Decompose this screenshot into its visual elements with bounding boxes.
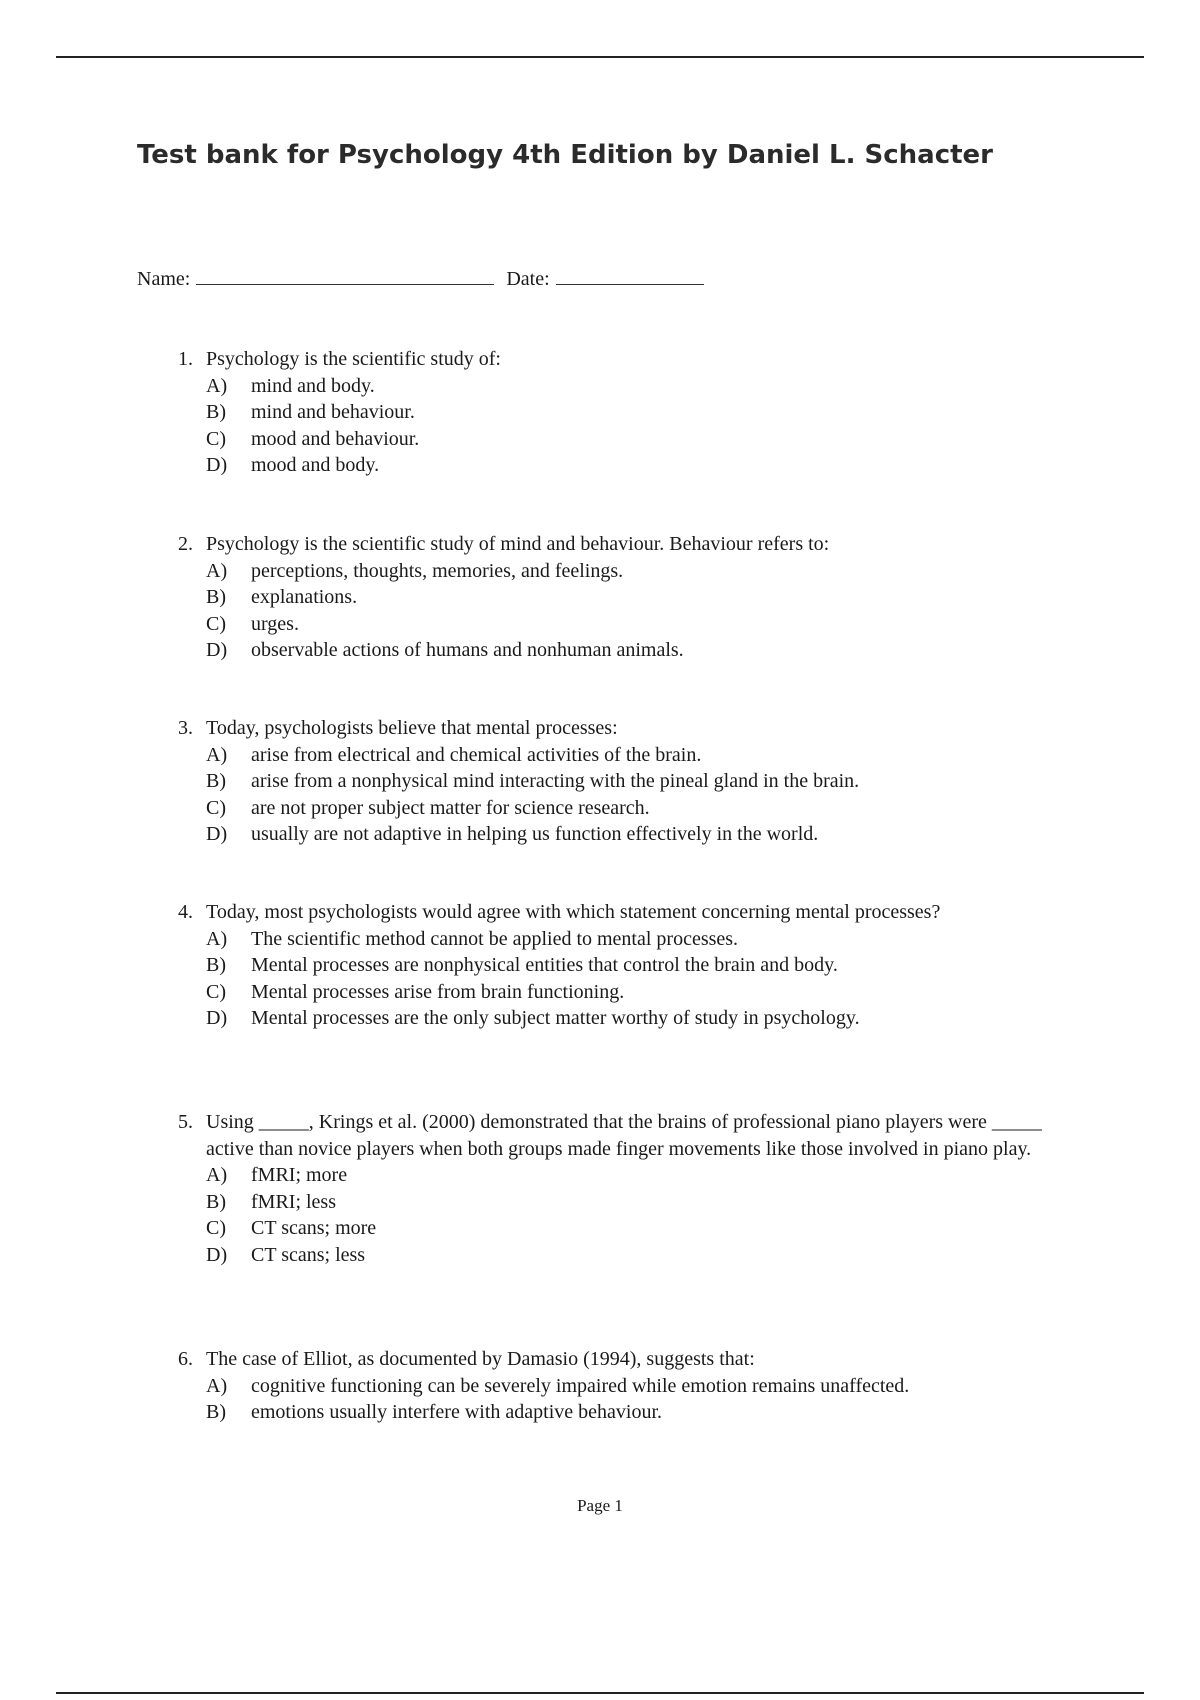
option-text: CT scans; less <box>251 1243 366 1266</box>
answer-option <box>178 926 1058 953</box>
option-text: Mental processes are the only subject matter worthy of study in psychology. <box>251 1007 860 1029</box>
option-text: emotions usually interfere with adaptive behaviour. <box>251 1401 662 1423</box>
answer-option <box>178 768 1058 795</box>
question-1 <box>178 346 1058 479</box>
question-text: Today, psychologists believe that mental processes: <box>206 717 618 739</box>
option-letter: D) <box>206 454 228 476</box>
answer-option <box>178 1242 1058 1269</box>
option-letter: C) <box>206 427 226 450</box>
option-text: are not proper subject matter for science research. <box>251 796 650 819</box>
question-text: Psychology is the scientific study of: <box>206 348 501 370</box>
option-letter: A) <box>206 927 228 950</box>
question-4 <box>178 899 1058 1032</box>
option-text: fMRI; more <box>251 1164 348 1186</box>
option-text: Mental processes are nonphysical entities that control the brain and body. <box>251 954 838 976</box>
question-3 <box>178 715 1058 848</box>
option-text: mood and body. <box>251 454 380 476</box>
option-text: Mental processes arise from brain functioning. <box>251 980 625 1003</box>
date-label: Date: <box>506 268 550 290</box>
answer-option <box>178 373 1058 400</box>
option-text: explanations. <box>251 586 358 608</box>
option-text: mind and body. <box>251 374 375 397</box>
answer-option <box>178 1162 1058 1189</box>
name-date-line <box>137 266 704 291</box>
option-letter: C) <box>206 612 226 635</box>
option-letter: C) <box>206 1217 226 1239</box>
bottom-rule <box>56 1692 1144 1694</box>
question-2 <box>178 531 1058 664</box>
option-letter: D) <box>206 823 228 845</box>
name-blank <box>196 266 494 285</box>
question-number: 5. <box>178 1111 193 1133</box>
option-letter: B) <box>206 954 226 976</box>
option-letter: C) <box>206 980 226 1003</box>
answer-option <box>178 795 1058 822</box>
option-letter: B) <box>206 770 226 792</box>
answer-option <box>178 584 1058 611</box>
option-text: observable actions of humans and nonhuman animals. <box>251 639 684 661</box>
answer-option <box>178 558 1058 585</box>
option-letter: B) <box>206 1401 226 1423</box>
option-letter: A) <box>206 374 228 397</box>
question-number: 1. <box>178 348 193 370</box>
answer-option <box>178 952 1058 979</box>
option-text: fMRI; less <box>251 1190 336 1213</box>
answer-option <box>178 742 1058 769</box>
option-text: arise from electrical and chemical activities of the brain. <box>251 743 702 766</box>
page-number: Page 1 <box>577 1496 623 1515</box>
option-letter: B) <box>206 1190 226 1213</box>
question-number: 6. <box>178 1348 193 1370</box>
answer-option <box>178 426 1058 453</box>
answer-option <box>178 821 1058 848</box>
question-5 <box>178 1109 1058 1268</box>
option-letter: A) <box>206 1164 228 1186</box>
question-text: The case of Elliot, as documented by Damasio (1994), suggests that: <box>206 1348 755 1370</box>
option-text: arise from a nonphysical mind interacting with the pineal gland in the brain. <box>251 770 860 792</box>
option-letter: B) <box>206 586 226 608</box>
answer-option <box>178 979 1058 1006</box>
question-number: 4. <box>178 901 193 923</box>
question-number: 3. <box>178 717 193 739</box>
top-rule <box>56 56 1144 58</box>
option-letter: A) <box>206 559 228 582</box>
answer-option <box>178 1005 1058 1032</box>
document-title: Test bank for Psychology 4th Edition by Daniel L. Schacter <box>137 140 993 170</box>
question-text: Today, most psychologists would agree with which statement concerning mental processes? <box>206 901 941 923</box>
option-text: urges. <box>251 612 299 635</box>
answer-option <box>178 611 1058 638</box>
option-letter: A) <box>206 743 228 766</box>
option-letter: B) <box>206 401 226 423</box>
answer-option <box>178 1215 1058 1242</box>
question-number: 2. <box>178 533 193 555</box>
question-text: Psychology is the scientific study of mind and behaviour. Behaviour refers to: <box>206 533 830 555</box>
answer-option <box>178 399 1058 426</box>
option-letter: D) <box>206 639 228 661</box>
option-text: mind and behaviour. <box>251 401 415 423</box>
answer-option <box>178 1373 1058 1400</box>
option-letter: A) <box>206 1374 228 1397</box>
question-6 <box>178 1346 1058 1426</box>
option-text: The scientific method cannot be applied to mental processes. <box>251 927 739 950</box>
option-text: usually are not adaptive in helping us function effectively in the world. <box>251 823 819 845</box>
answer-option <box>178 637 1058 664</box>
option-text: mood and behaviour. <box>251 427 420 450</box>
option-letter: D) <box>206 1007 228 1029</box>
name-label: Name: <box>137 268 191 290</box>
answer-option <box>178 1189 1058 1216</box>
option-text: CT scans; more <box>251 1217 377 1239</box>
option-text: perceptions, thoughts, memories, and feelings. <box>251 559 624 582</box>
answer-option <box>178 452 1058 479</box>
question-text: Using _____, Krings et al. (2000) demonstrated that the brains of professional piano players were _____ active than novice players when both groups made finger movements like those involved in piano play. <box>206 1111 1042 1160</box>
option-text: cognitive functioning can be severely impaired while emotion remains unaffected. <box>251 1374 910 1397</box>
option-letter: D) <box>206 1243 228 1266</box>
answer-option <box>178 1399 1058 1426</box>
date-blank <box>556 266 704 285</box>
option-letter: C) <box>206 796 226 819</box>
